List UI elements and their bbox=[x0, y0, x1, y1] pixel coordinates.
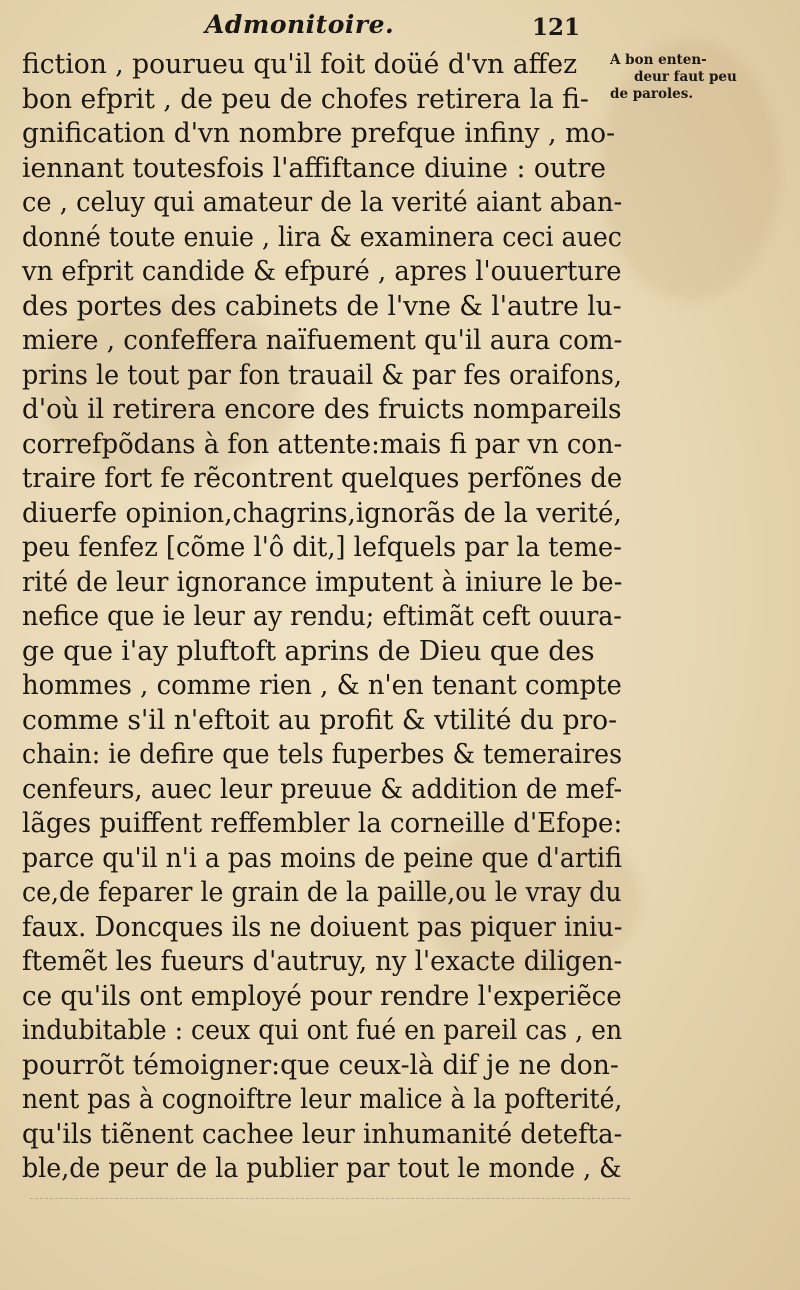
text-line: prins le tout par fon trauail & par fes oraifons, bbox=[22, 359, 622, 391]
text-line: qu'ils tiẽnent cachee leur inhumanité detefta- bbox=[22, 1118, 623, 1150]
text-line: gnification d'vn nombre prefque infiny , mo- bbox=[22, 118, 616, 149]
text-line: comme s'il n'eftoit au profit & vtilité du pro- bbox=[22, 704, 618, 736]
text-line: pourrõt témoigner:que ceux-là dif je ne don- bbox=[22, 1049, 619, 1081]
text-line: parce qu'il n'i a pas moins de peine que d'artifi bbox=[22, 842, 622, 874]
text-line: cenfeurs, auec leur preuue & addition de mef- bbox=[22, 773, 623, 805]
text-line: peu fenfez [cõme l'ô dit,] lefquels par la teme- bbox=[22, 532, 622, 563]
text-line: ge que i'ay pluftoft aprins de Dieu que des bbox=[22, 635, 595, 667]
text-line: nefice que ie leur ay rendu; eftimãt ceft ouura- bbox=[22, 601, 622, 632]
margin-note-line: A bon enten- bbox=[610, 52, 707, 68]
bottom-edge-marks bbox=[30, 1198, 630, 1219]
text-line: ble,de peur de la publier par tout le monde , & bbox=[22, 1153, 622, 1184]
page-header bbox=[0, 8, 800, 48]
text-line: miere , confeffera naïfuement qu'il aura com- bbox=[22, 325, 623, 356]
text-line: ce qu'ils ont employé pour rendre l'experiẽce bbox=[22, 980, 622, 1012]
body-text bbox=[22, 48, 632, 1187]
text-line: indubitable : ceux qui ont fué en pareil cas , en bbox=[22, 1015, 623, 1046]
page-number: 121 bbox=[532, 14, 581, 41]
margin-note-line: de paroles. bbox=[610, 86, 694, 102]
text-line: correfpõdans à fon attente:mais fi par vn con- bbox=[22, 428, 623, 460]
text-line: ce,de feparer le grain de la paille,ou le vray du bbox=[22, 877, 622, 908]
text-line: fiction , pourueu qu'il foit doüé d'vn affez bbox=[22, 49, 578, 80]
text-line: nent pas à cognoiftre leur malice à la pofterité, bbox=[22, 1084, 623, 1115]
text-line: des portes des cabinets de l'vne & l'autre lu- bbox=[22, 290, 622, 322]
text-line: iennant toutesfois l'affiftance diuine : outre bbox=[22, 152, 607, 184]
margin-note-line: deur faut peu bbox=[634, 69, 737, 85]
text-line: traire fort fe rẽcontrent quelques perfõnes de bbox=[22, 463, 623, 494]
text-line: lãges puiffent reffembler la corneille d'Efope: bbox=[22, 808, 623, 839]
text-line: ftemẽt les fueurs d'autruy, ny l'exacte diligen- bbox=[22, 946, 623, 977]
text-line: donné toute enuie , lira & examinera ceci auec bbox=[22, 221, 622, 253]
text-line: bon efprit , de peu de chofes retirera la fi- bbox=[22, 83, 589, 115]
text-line: faux. Doncques ils ne doiuent pas piquer iniu- bbox=[22, 911, 623, 943]
text-line: d'où il retirera encore des fruicts nompareils bbox=[22, 394, 622, 425]
margin-note bbox=[610, 52, 795, 103]
text-line: rité de leur ignorance imputent à iniure le be- bbox=[22, 566, 623, 598]
running-title: Admonitoire. bbox=[205, 10, 395, 39]
text-line: chain: ie defire que tels fuperbes & temeraires bbox=[22, 739, 623, 770]
text-line: vn efprit candide & efpuré , apres l'ouuerture bbox=[22, 256, 622, 287]
text-line: diuerfe opinion,chagrins,ignorãs de la verité, bbox=[22, 497, 622, 529]
text-line: ce , celuy qui amateur de la verité aiant aban- bbox=[22, 187, 623, 218]
text-line: hommes , comme rien , & n'en tenant compte bbox=[22, 670, 622, 701]
